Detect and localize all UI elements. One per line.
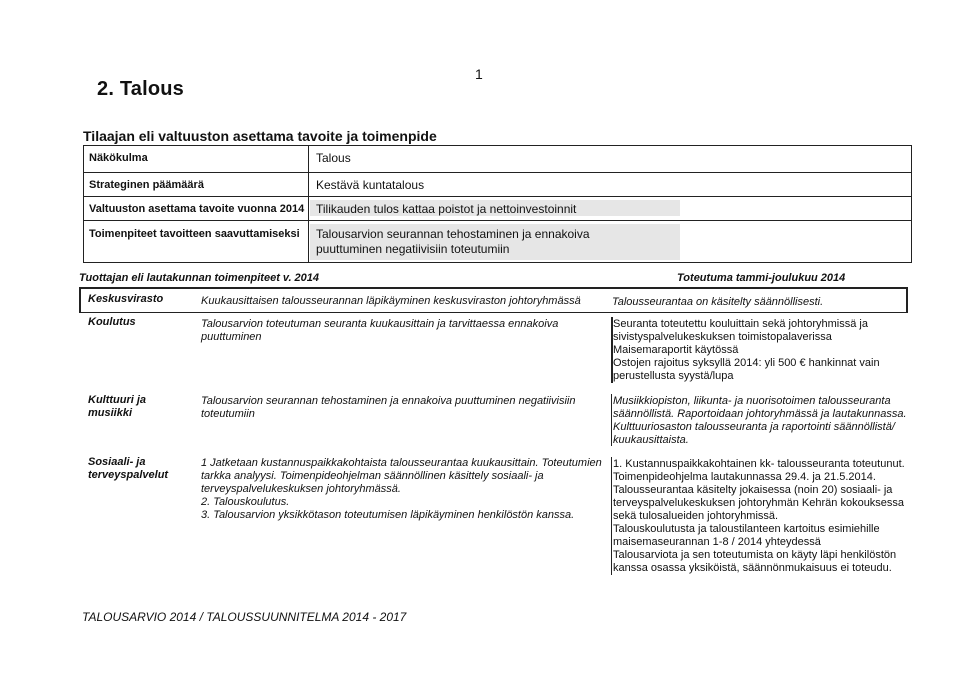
row-value-line: puuttuminen negatiivisiin toteutumiin: [316, 242, 510, 256]
measure-line: Talousarvion seurannan tehostaminen ja ennakoiva puuttuminen negatiivisiin: [201, 395, 576, 407]
unit-label-sote: Sosiaali- ja: [88, 456, 146, 468]
measure-line: tarkka analyysi. Toimenpideohjelman säännöllinen käsittely sosiaali- ja: [201, 470, 544, 482]
outcome-box-edge: [611, 394, 612, 446]
table-row: [84, 172, 911, 196]
row-value: Talous: [316, 151, 351, 165]
measure-line: terveyspalvelukeskuksen johtoryhmässä.: [201, 483, 401, 495]
row-value: Tilikauden tulos kattaa poistot ja nettoinvestoinnit: [316, 202, 577, 216]
row-value: Kestävä kuntatalous: [316, 178, 425, 192]
outcome-line: sivistyspalvelukeskuksen toimistopalaverissa: [613, 331, 832, 343]
outcome-line: Kulttuuriosaston talousseuranta ja raportointi säännöllistä/: [613, 421, 895, 433]
unit-label-kulttuuri: Kulttuuri ja: [88, 394, 147, 406]
row-label: Toimenpiteet tavoitteen saavuttamiseksi: [89, 228, 300, 240]
outcome-line: Talousseurantaa on käsitelty säännöllisesti.: [612, 296, 824, 308]
outcome-line: Talousarviota ja sen toteutumista on käyty läpi henkilöstön: [613, 549, 897, 561]
table2-right-heading: Toteutuma tammi-joulukuu 2014: [677, 272, 846, 284]
outcome-line: Talousseurantaa käsitelty jokaisessa (noin 20) sosiaali- ja: [613, 484, 893, 496]
outcome-line: perustellusta syystä/lupa: [613, 370, 734, 382]
outcome-line: Ostojen rajoitus syksyllä 2014: yli 500 € hankinnat vain: [613, 357, 880, 369]
outcome-line: terveyspalvelukeskuksen johtoryhmän Kehrän kokouksessa: [613, 497, 905, 509]
outcome-line: Seuranta toteutettu kouluittain sekä johtoryhmissä ja: [613, 318, 868, 330]
page-footer: TALOUSARVIO 2014 / TALOUSSUUNNITELMA 2014 - 2017: [82, 610, 407, 624]
table1-heading: Tilaajan eli valtuuston asettama tavoite ja toimenpide: [83, 128, 437, 144]
measure-line: Talousarvion toteutuman seuranta kuukausittain ja tarvittaessa ennakoiva: [201, 318, 559, 330]
outcome-line: Musiikkiopiston, liikunta- ja nuorisotoimen talousseuranta: [613, 395, 891, 407]
unit-label-keskusvirasto: Keskusvirasto: [88, 293, 164, 305]
measure-line: toteutumiin: [201, 408, 255, 420]
table-row: [84, 196, 911, 220]
table-row: [84, 220, 911, 263]
measure-line: 2. Talouskoulutus.: [201, 496, 290, 508]
page-number: 1: [475, 66, 483, 82]
outcome-line: maisemaseurannan 1-8 / 2014 yhteydessä: [613, 536, 821, 548]
row-label: Strateginen päämäärä: [89, 179, 204, 191]
unit-label-sote-line2: terveyspalvelut: [88, 469, 169, 481]
outcome-line: kuukausittaista.: [613, 434, 689, 446]
table2-right-border: [906, 287, 908, 313]
table2-left-heading: Tuottajan eli lautakunnan toimenpiteet v. 2014: [79, 272, 320, 284]
outcome-line: Toimenpideohjelma lautakunnassa 29.4. ja 21.5.2014.: [613, 471, 876, 483]
outcome-line: sekä tulosalueiden johtoryhmissä.: [613, 510, 779, 522]
table-row: [84, 146, 911, 172]
outcome-line: Maisemaraportit käytössä: [613, 344, 739, 356]
outcome-line: Talouskoulutusta ja taloustilanteen kartoitus esimiehille: [613, 523, 880, 535]
measure-line: puuttuminen: [201, 331, 262, 343]
row-label: Näkökulma: [89, 152, 148, 164]
unit-label-koulutus: Koulutus: [88, 316, 136, 328]
goal-table: [83, 145, 912, 263]
measure-line: Kuukausittaisen talousseurannan läpikäyminen keskusviraston johtoryhmässä: [201, 295, 581, 307]
row-label: Valtuuston asettama tavoite vuonna 2014: [89, 203, 305, 215]
outcome-line: säännöllistä. Raportoidaan johtoryhmässä ja lautakunnassa.: [613, 408, 907, 420]
outcome-line: 1. Kustannuspaikkakohtainen kk- talousseuranta toteutunut.: [613, 458, 905, 470]
table2-row-divider: [79, 312, 908, 313]
measure-line: 3. Talousarvion yksikkötason toteutumisen läpikäyminen henkilöstön kanssa.: [201, 509, 575, 521]
outcome-box-edge: [611, 457, 612, 575]
table2-top-border: [79, 287, 908, 289]
row-value-line: Talousarvion seurannan tehostaminen ja ennakoiva: [316, 227, 590, 241]
section-title: 2. Talous: [97, 78, 185, 100]
table2-left-border: [79, 287, 81, 313]
measure-line: 1 Jatketaan kustannuspaikkakohtaista talousseurantaa kuukausittain. Toteutumien: [201, 457, 602, 469]
outcome-line: kanssa osassa yksiköistä, säännönmukaisuus ei toteudu.: [613, 562, 892, 574]
unit-label-kulttuuri-line2: musiikki: [88, 407, 133, 419]
